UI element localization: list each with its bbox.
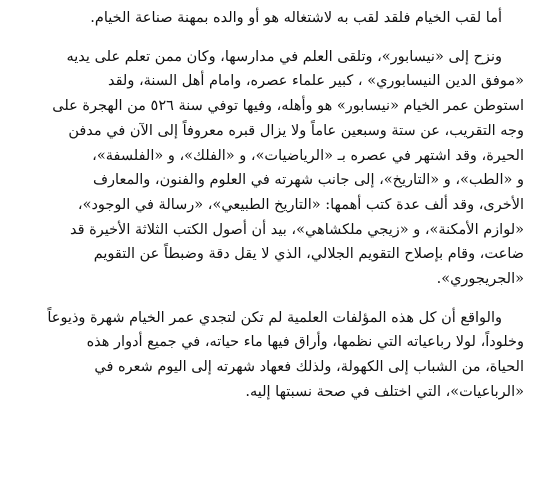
- text-line: و «الطب»، و «التاريخ»، إلى جانب شهرته في العلوم والفنون، والمعارف: [93, 172, 524, 189]
- document-page: [12, 6, 524, 405]
- text-line: وخلوداً، لولا رباعياته التي نظمها، وأراق فيها ماء حياته، في جميع أدوار هذه: [86, 334, 524, 351]
- text-line: «موفق الدين النيسابوري» ، كبير علماء عصره، وامام أهل السنة، ولقد: [107, 73, 524, 90]
- paragraph-rubaiyat: [12, 306, 524, 405]
- text-line: ضاعت، وقام بإصلاح التقويم الجلالي، الذي لا يقل دقة وضبطاً عن التقويم: [93, 246, 524, 263]
- text-line: «لوازم الأمكنة»، و «زيجي ملكشاهي»، بيد أن أصول الكتب الثلاثة الأخيرة قد: [69, 221, 524, 238]
- text-line: الحياة، من الشباب إلى الكهولة، ولذلك فعهاد شهرته إلى اليوم شعره في: [94, 359, 524, 376]
- text-line: «الرباعيات»، التي اختلف في صحة نسبتها إليه.: [245, 383, 524, 400]
- text-line: الحيرة، وقد اشتهر في عصره بـ «الرياضيات»، و «الفلك»، و «الفلسفة»،: [92, 147, 524, 164]
- text-line: الأخرى، وقد ألف عدة كتب أهمها: «التاريخ الطبيعي»، «رسالة في الوجود»،: [77, 196, 524, 213]
- paragraph-biography: [12, 45, 524, 292]
- text-line: وجه التقريب، عن ستة وسبعين عاماً ولا يزال قبره معروفاً إلى الآن في مدفن: [68, 122, 524, 139]
- text-line: «الجريجوري».: [436, 271, 524, 288]
- text-line: ونزح إلى «نيسابور»، وتلقى العلم في مدارسها، وكان ممن تعلم على يديه: [66, 48, 502, 65]
- text-line: استوطن عمر الخيام «نيسابور» هو وأهله، وفيها توفي سنة ٥٢٦ من الهجرة على: [52, 98, 524, 115]
- text-line: أما لقب الخيام فلقد لقب به لاشتغاله هو أو والده بمهنة صناعة الخيام.: [90, 10, 502, 26]
- text-line: والواقع أن كل هذه المؤلفات العلمية لم تكن لتجدي عمر الخيام شهرة وذيوعاً: [47, 309, 502, 326]
- paragraph-khayyam-title: [12, 6, 524, 31]
